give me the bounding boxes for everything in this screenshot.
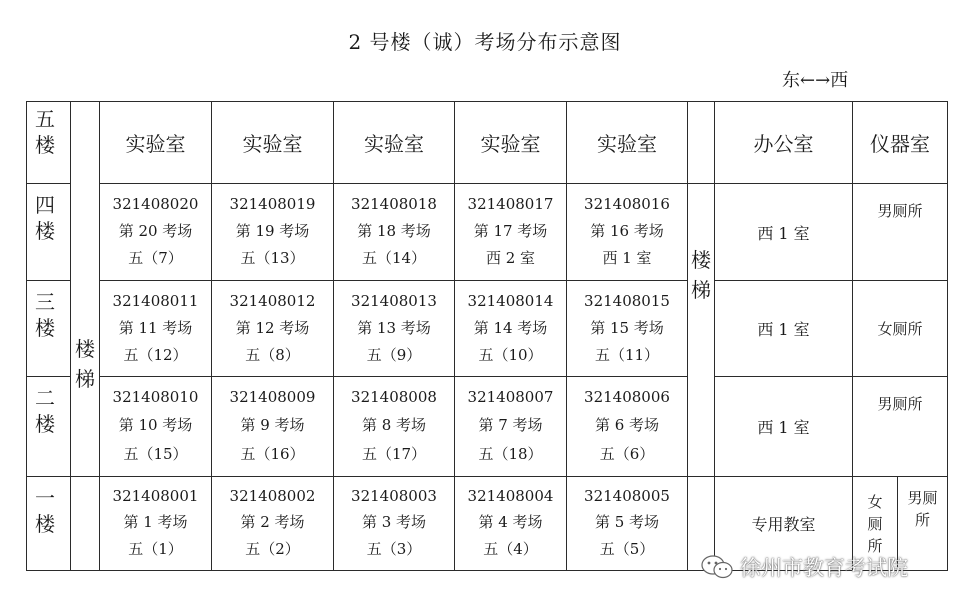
exam-number: 第 1 考场: [123, 513, 188, 532]
exam-room: [454, 376, 567, 477]
room-code: 321408016: [584, 194, 670, 213]
exam-room: [99, 183, 212, 281]
lab-room: [211, 101, 334, 184]
classroom: 五（7）: [128, 249, 183, 268]
room-code: 321408010: [112, 388, 199, 407]
exam-room: [99, 376, 212, 477]
exam-number: 第 5 考场: [594, 513, 660, 532]
lab-room: [454, 101, 567, 184]
classroom: 五（15）: [123, 444, 188, 463]
lab-label: 实验室: [597, 132, 657, 156]
room-code: 321408007: [467, 388, 554, 407]
room-code: 321408006: [584, 388, 670, 407]
room-code: 321408013: [351, 291, 437, 310]
exam-number: 第 9 考场: [240, 416, 305, 435]
floor-cell-5: [26, 101, 71, 184]
lab-room: [333, 101, 455, 184]
classroom: 五（3）: [366, 539, 422, 558]
floor-label-5: 五楼: [35, 107, 55, 157]
east-stairs-floor-1: [70, 476, 100, 571]
exam-number: 第 4 考场: [478, 513, 543, 532]
classroom: 五（10）: [478, 345, 543, 364]
floor-label-1: 一楼: [35, 486, 55, 536]
restroom-label: 男厕所: [877, 395, 923, 413]
exam-room: [566, 376, 688, 477]
direction-indicator: 东←→西: [782, 70, 849, 91]
room-code: 321408009: [229, 388, 316, 407]
side-room-label: 西 1 室: [757, 418, 810, 437]
side-room: [714, 183, 853, 281]
exam-room: [566, 476, 688, 571]
room-code: 321408004: [467, 487, 554, 506]
page-title: 2 号楼（诚）考场分布示意图: [348, 30, 622, 54]
restroom-male: [852, 183, 948, 281]
exam-number: 第 15 考场: [590, 318, 664, 337]
instrument-room-label: 仪器室: [870, 132, 930, 156]
room-code: 321408020: [112, 194, 199, 213]
side-room: [714, 280, 853, 377]
exam-room: [211, 183, 334, 281]
exam-number: 第 17 考场: [473, 221, 548, 240]
side-room-label: 西 1 室: [757, 320, 810, 339]
exam-number: 第 2 考场: [240, 513, 305, 532]
lab-label: 实验室: [242, 132, 303, 156]
west-stairs-floor-5: [687, 101, 715, 184]
wechat-icon: [700, 553, 734, 581]
room-code: 321408008: [351, 388, 437, 407]
exam-room: [211, 280, 334, 377]
classroom: 五（4）: [483, 539, 538, 558]
watermark: [700, 552, 908, 582]
exam-number: 第 13 考场: [357, 318, 431, 337]
restroom-female: [852, 280, 948, 377]
exam-room: [333, 376, 455, 477]
restroom-label: 男厕所: [877, 202, 923, 220]
exam-number: 第 14 考场: [473, 318, 548, 337]
floor-cell-1: [26, 476, 71, 571]
exam-number: 第 10 考场: [118, 416, 193, 435]
exam-room: [333, 476, 455, 571]
exam-room: [99, 476, 212, 571]
classroom: 五（11）: [594, 345, 660, 364]
classroom: 五（2）: [245, 539, 300, 558]
exam-number: 第 12 考场: [235, 318, 310, 337]
restroom-label: 女厕所: [867, 492, 883, 555]
exam-room: [566, 280, 688, 377]
side-room-label: 西 1 室: [757, 223, 810, 243]
watermark-text: 徐州市教育考试院: [740, 556, 908, 580]
office-room: [714, 101, 853, 184]
classroom: 五（13）: [240, 249, 305, 268]
room-code: 321408002: [229, 487, 316, 506]
classroom: 五（16）: [240, 444, 305, 463]
classroom: 五（8）: [245, 345, 300, 364]
east-stairs: [70, 101, 100, 477]
classroom: 五（12）: [123, 345, 188, 364]
room-code: 321408003: [351, 487, 437, 506]
exam-room: [211, 476, 334, 571]
lab-room: [566, 101, 688, 184]
lab-label: 实验室: [364, 132, 424, 156]
floor-cell-3: [26, 280, 71, 377]
floor-label-2: 二楼: [35, 386, 55, 436]
restroom-male: [852, 376, 948, 477]
classroom: 五（5）: [599, 539, 655, 558]
floor-cell-2: [26, 376, 71, 477]
west-stairs-label: 楼梯: [691, 248, 711, 302]
classroom: 五（18）: [478, 444, 543, 463]
floor-label-4: 四楼: [35, 193, 55, 243]
exam-number: 第 6 考场: [594, 416, 660, 435]
classroom: 五（1）: [128, 539, 183, 558]
room-code: 321408015: [584, 291, 670, 310]
floor-label-3: 三楼: [35, 290, 55, 340]
west-stairs: [687, 183, 715, 477]
exam-number: 第 11 考场: [118, 318, 193, 337]
lab-label: 实验室: [125, 132, 186, 156]
room-code: 321408012: [229, 291, 316, 310]
exam-number: 第 3 考场: [361, 513, 427, 532]
room-code: 321408017: [467, 194, 554, 213]
classroom: 五（9）: [366, 345, 422, 364]
exam-room: [566, 183, 688, 281]
instrument-room: [852, 101, 948, 184]
floor-cell-4: [26, 183, 71, 281]
side-room: [714, 376, 853, 477]
exam-number: 第 16 考场: [590, 221, 664, 240]
classroom: 五（17）: [361, 444, 427, 463]
exam-number: 第 8 考场: [361, 416, 427, 435]
exam-number: 第 20 考场: [118, 221, 193, 240]
lab-room: [99, 101, 212, 184]
exam-room: [454, 183, 567, 281]
classroom: 西 2 室: [485, 249, 536, 268]
exam-number: 第 7 考场: [478, 416, 543, 435]
classroom: 西 1 室: [602, 249, 652, 268]
room-code: 321408014: [467, 291, 554, 310]
lab-label: 实验室: [480, 132, 541, 156]
room-code: 321408005: [584, 487, 670, 506]
office-label: 办公室: [753, 132, 814, 156]
room-code: 321408011: [112, 291, 199, 310]
classroom: 五（14）: [361, 249, 427, 268]
exam-room: [333, 183, 455, 281]
restroom-label: 女厕所: [877, 320, 923, 338]
floor-plan-table: [26, 101, 948, 571]
exam-room: [211, 376, 334, 477]
restroom-label: 男厕所: [907, 488, 938, 529]
exam-number: 第 18 考场: [357, 221, 431, 240]
special-classroom-label: 专用教室: [751, 515, 816, 534]
exam-room: [99, 280, 212, 377]
east-stairs-label: 楼梯: [75, 337, 95, 391]
exam-room: [333, 280, 455, 377]
room-code: 321408018: [351, 194, 437, 213]
room-code: 321408019: [229, 194, 316, 213]
classroom: 五（6）: [599, 444, 655, 463]
exam-room: [454, 476, 567, 571]
exam-number: 第 19 考场: [235, 221, 310, 240]
exam-room: [454, 280, 567, 377]
room-code: 321408001: [112, 487, 199, 506]
